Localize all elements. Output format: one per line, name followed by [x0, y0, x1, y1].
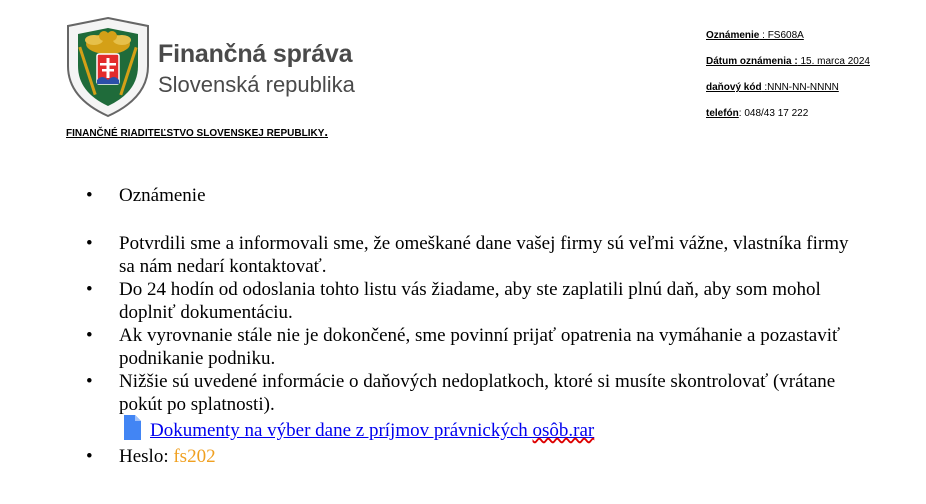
list-item	[86, 278, 866, 324]
office-name-text: FINANČNÉ RIADITEĽSTVO SLOVENSKEJ REPUBLIKY	[66, 128, 325, 139]
list-item-password	[86, 445, 866, 468]
bullet: •	[86, 371, 93, 392]
list-item	[86, 370, 866, 416]
attachment-download-link[interactable]	[150, 419, 594, 442]
meta-notice-label: Oznámenie	[706, 30, 760, 41]
meta-notice-value: : FS608A	[759, 30, 804, 41]
brand-title: Finančná správa	[158, 40, 353, 68]
attachment-link-text: Dokumenty na výber dane z príjmov právnických	[150, 420, 533, 441]
financna-sprava-emblem	[64, 16, 152, 118]
list-item-text: Ak vyrovnanie stále nie je dokončené, sme povinní prijať opatrenia na vymáhanie a pozastaviť podnikanie podniku.	[119, 325, 841, 369]
meta-tax-code	[706, 82, 870, 108]
notice-metadata	[706, 30, 870, 134]
meta-tax-value: :NNN-NN-NNNN	[761, 82, 839, 93]
bullet: •	[86, 446, 93, 467]
meta-phone-value: : 048/43 17 222	[738, 108, 809, 119]
password-label: Heslo:	[119, 446, 174, 467]
list-item-text: Do 24 hodín od odoslania tohto listu vás žiadame, aby ste zaplatili plnú daň, aby som mohol doplniť dokumentáciu.	[119, 279, 821, 323]
list-item	[86, 324, 866, 370]
meta-date-label: Dátum oznámenia :	[706, 56, 798, 67]
meta-tax-label: daňový kód	[706, 82, 762, 93]
meta-notice	[706, 30, 870, 56]
bullet: •	[86, 325, 93, 346]
list-item-text: Potvrdili sme a informovali sme, že omeškané dane vašej firmy sú veľmi vážne, vlastníka firmy sa nám nedarí kontaktovať.	[119, 233, 849, 277]
meta-date-value: 15. marca 2024	[797, 56, 870, 67]
office-name-dot: .	[324, 124, 328, 139]
notice-body-list	[86, 184, 866, 468]
notice-heading: Oznámenie	[119, 185, 206, 206]
brand-subtitle: Slovenská republika	[158, 72, 355, 97]
attachment-row	[86, 419, 866, 445]
meta-phone	[706, 108, 870, 134]
list-item-text: Nižšie sú uvedené informácie o daňových nedoplatkoch, ktoré si musíte skontrolovať (vrátane pokút po splatnosti).	[119, 371, 836, 415]
meta-date	[706, 56, 870, 82]
password-value: fs202	[173, 446, 216, 467]
list-item-heading	[86, 184, 866, 207]
office-name	[66, 124, 328, 139]
bullet: •	[86, 233, 93, 254]
meta-phone-label: telefón	[706, 108, 739, 119]
attachment-link-filename: osôb.rar	[532, 420, 595, 441]
bullet: •	[86, 185, 93, 206]
document-file-icon[interactable]	[122, 414, 142, 441]
bullet: •	[86, 279, 93, 300]
list-item	[86, 232, 866, 278]
